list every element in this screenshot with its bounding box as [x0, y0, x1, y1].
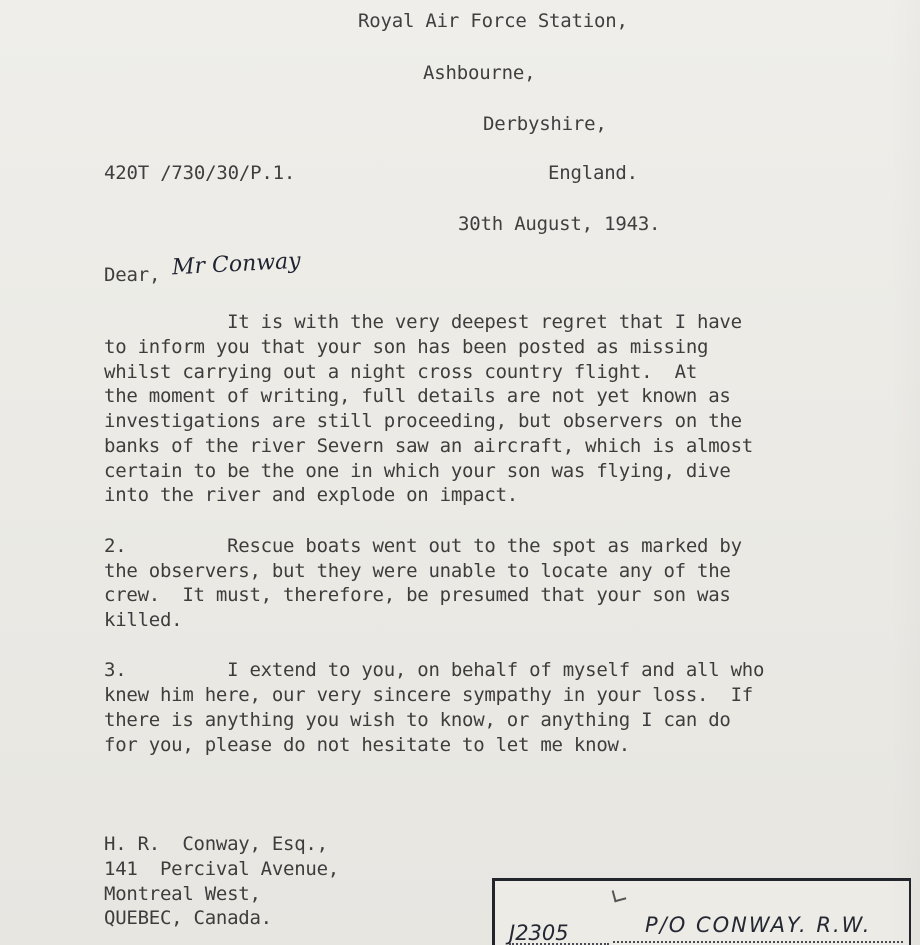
reference-number: 420T /730/30/P.1. — [104, 162, 296, 184]
paragraph-1-line: certain to be the one in which your son was flying, dive — [104, 460, 731, 482]
page-edge — [890, 0, 920, 945]
paragraph-1-line: investigations are still proceeding, but observers on the — [104, 410, 742, 432]
paragraph-3-line: 3. I extend to you, on behalf of myself and all who — [104, 659, 765, 681]
paragraph-1-line: into the river and explode on impact. — [104, 484, 518, 506]
address-line-3: Derbyshire, — [483, 113, 607, 135]
address-line-2: Ashbourne, — [423, 62, 536, 84]
stamp-dotted-line — [613, 941, 903, 943]
paragraph-2-line: the observers, but they were unable to locate any of the — [104, 560, 731, 582]
stamp-name: P/O CONWAY. R.W. — [645, 913, 872, 937]
paragraph-3-line: there is anything you wish to know, or anything I can do — [104, 709, 731, 731]
paragraph-2-line: 2. Rescue boats went out to the spot as marked by — [104, 535, 742, 557]
stamp-reference: J2305 — [509, 921, 569, 945]
file-stamp-box — [492, 878, 911, 945]
recipient-line: H. R. Conway, Esq., — [104, 833, 328, 855]
paragraph-2-line: killed. — [104, 609, 183, 631]
paragraph-1-line: to inform you that your son has been posted as missing — [104, 336, 709, 358]
salutation-handwritten: Mr Conway — [171, 248, 302, 281]
paragraph-1-line: banks of the river Severn saw an aircraft, which is almost — [104, 435, 753, 457]
letter-date: 30th August, 1943. — [458, 213, 661, 235]
paragraph-1-line: whilst carrying out a night cross country flight. At — [104, 361, 698, 383]
recipient-line: 141 Percival Avenue, — [104, 858, 339, 880]
recipient-line: QUEBEC, Canada. — [104, 907, 272, 929]
address-line-4: England. — [548, 162, 638, 184]
salutation: Dear, — [104, 264, 161, 286]
paragraph-1-line: the moment of writing, full details are not yet known as — [104, 385, 731, 407]
recipient-line: Montreal West, — [104, 883, 261, 905]
check-mark-icon — [612, 888, 627, 903]
paragraph-3-line: knew him here, our very sincere sympathy in your loss. If — [104, 684, 753, 706]
paragraph-1-line: It is with the very deepest regret that I have — [104, 311, 742, 333]
address-line-1: Royal Air Force Station, — [358, 10, 628, 32]
paragraph-2-line: crew. It must, therefore, be presumed that your son was — [104, 584, 731, 606]
paragraph-3-line: for you, please do not hesitate to let me know. — [104, 734, 630, 756]
